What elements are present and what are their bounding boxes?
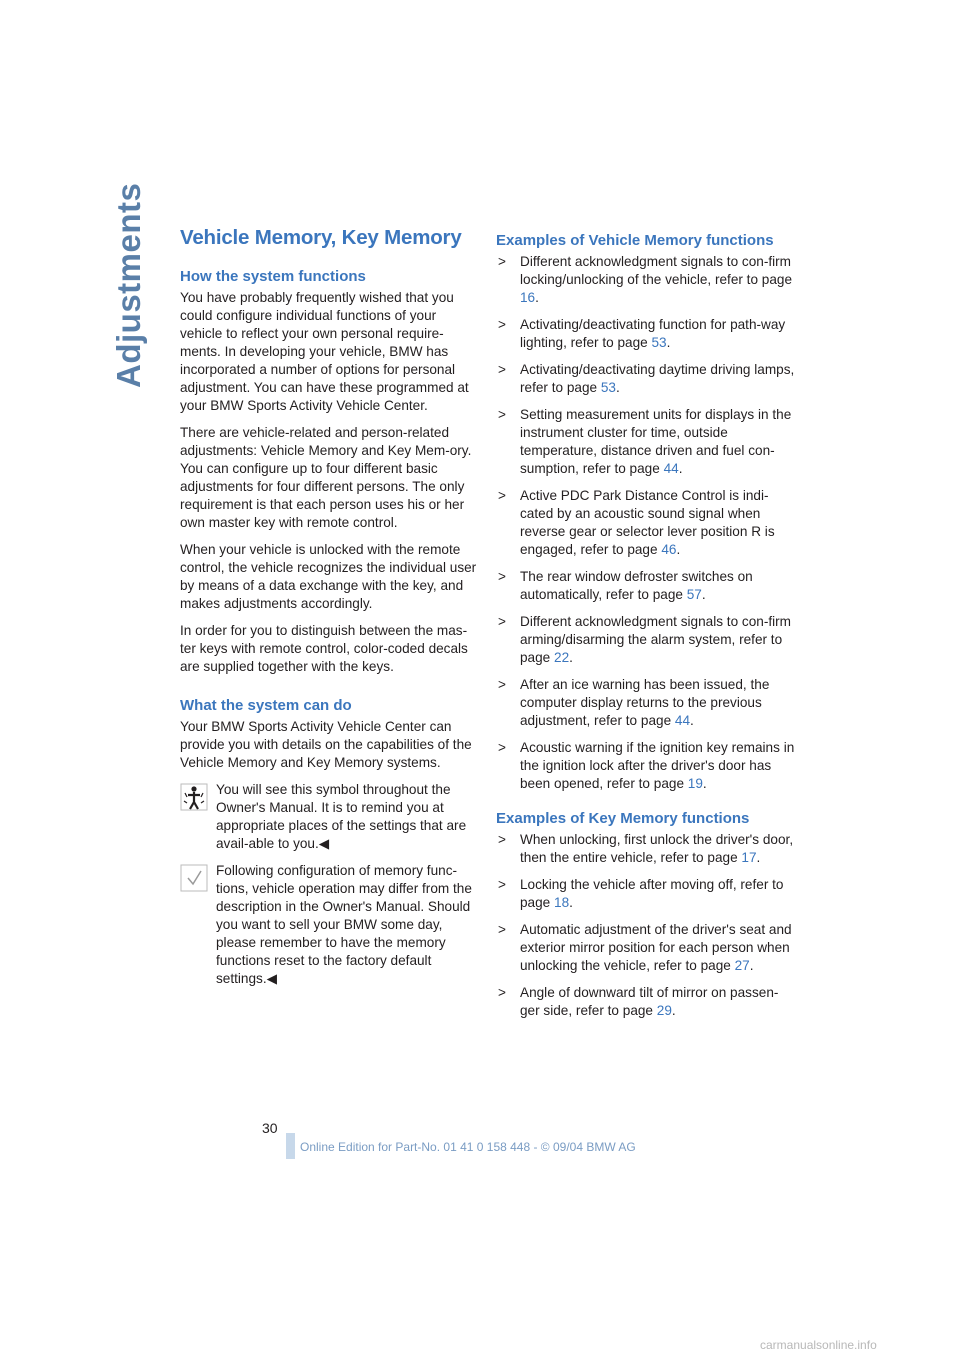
bullet-marker: > bbox=[498, 877, 506, 892]
footer-bar bbox=[286, 1133, 295, 1159]
list-item-text: Angle of downward tilt of mirror on passen-ger side, refer to page bbox=[520, 985, 779, 1018]
page-reference-link[interactable]: 16 bbox=[520, 290, 536, 305]
bullet-marker: > bbox=[498, 832, 506, 847]
list-item: > When unlocking, first unlock the driver's door, then the entire vehicle, refer to page 17. bbox=[498, 832, 794, 865]
list-item-text: After an ice warning has been issued, the computer display returns to the previous adjustment, refer to page bbox=[520, 677, 770, 728]
side-section-title bbox=[108, 182, 152, 430]
right-column bbox=[496, 226, 796, 1029]
bullet-marker: > bbox=[498, 362, 506, 377]
list-item-text: Different acknowledgment signals to con-firm arming/disarming the alarm system, refer to page bbox=[520, 614, 791, 665]
page-heading: Vehicle Memory, Key Memory bbox=[180, 226, 462, 249]
bullet-marker: > bbox=[498, 614, 506, 629]
section-title-key-memory: Examples of Key Memory functions bbox=[496, 810, 750, 827]
list-item: > After an ice warning has been issued, the computer display returns to the previous adjustment, refer to page 44. bbox=[498, 677, 770, 728]
note-text: You will see this symbol throughout the Owner's Manual. It is to remind you at appropriate places of the settings that are avail-able to you.◀ bbox=[216, 782, 467, 851]
bullet-marker: > bbox=[498, 488, 506, 503]
list-item-text: Different acknowledgment signals to con-firm locking/unlocking of the vehicle, refer to page bbox=[520, 254, 793, 287]
paragraph: Your BMW Sports Activity Vehicle Center can provide you with details on the capabilities of the Vehicle Memory and Key Memory systems. bbox=[180, 719, 472, 770]
paragraph: You have probably frequently wished that you could configure individual functions of your vehicle to reflect your own personal require-ments. In developing your vehicle, BMW has incorporated a number of options for personal adjustment. You can have these programmed at your BMW Sports Activity Vehicle Center. bbox=[180, 290, 469, 413]
page-reference-link[interactable]: 27 bbox=[734, 958, 750, 973]
section-title-vehicle-memory: Examples of Vehicle Memory functions bbox=[496, 232, 774, 249]
note-text: Following configuration of memory func-tions, vehicle operation may differ from the description in the Owner's Manual. Should you want to sell your BMW some day, please remember to have the memory functions reset to the factory default settings.◀ bbox=[216, 863, 472, 986]
list-item: > Locking the vehicle after moving off, refer to page 18. bbox=[498, 877, 784, 910]
note-check-icon bbox=[180, 864, 208, 892]
bullet-marker: > bbox=[498, 922, 506, 937]
page-number: 30 bbox=[262, 1120, 278, 1136]
page-reference-link[interactable]: 22 bbox=[554, 650, 570, 665]
list-item: > The rear window defroster switches on automatically, refer to page 57. bbox=[498, 569, 753, 602]
list-item: > Active PDC Park Distance Control is indi-cated by an acoustic sound signal when reverse gear or selector lever position R is engaged, refer to page 46. bbox=[498, 488, 775, 557]
person-settings-icon bbox=[180, 783, 208, 811]
key-memory-list bbox=[496, 831, 796, 1020]
list-item: > Acoustic warning if the ignition key remains in the ignition lock after the driver's door has been opened, refer to page 19. bbox=[498, 740, 795, 791]
bullet-marker: > bbox=[498, 569, 506, 584]
vehicle-memory-list bbox=[496, 253, 796, 793]
page-reference-link[interactable]: 29 bbox=[656, 1003, 672, 1018]
bullet-marker: > bbox=[498, 677, 506, 692]
page-reference-link[interactable]: 17 bbox=[741, 850, 757, 865]
paragraph: When your vehicle is unlocked with the remote control, the vehicle recognizes the individual user by means of a data exchange with the key, and makes adjustments accordingly. bbox=[180, 542, 477, 611]
list-item: > Different acknowledgment signals to con-firm arming/disarming the alarm system, refer to page 22. bbox=[498, 614, 791, 665]
page-reference-link[interactable]: 19 bbox=[687, 776, 703, 791]
note-settings bbox=[180, 781, 478, 853]
list-item-text: The rear window defroster switches on automatically, refer to page bbox=[520, 569, 753, 602]
list-item-text: Setting measurement units for displays in the instrument cluster for time, outside temperature, distance driven and fuel con-sumption, refer to page bbox=[520, 407, 792, 476]
page-reference-link[interactable]: 46 bbox=[661, 542, 677, 557]
list-item-text: When unlocking, first unlock the driver's door, then the entire vehicle, refer to page bbox=[520, 832, 794, 865]
list-item: > Setting measurement units for displays in the instrument cluster for time, outside temperature, distance driven and fuel con-sumption, refer to page 44. bbox=[498, 407, 792, 476]
paragraph: There are vehicle-related and person-related adjustments: Vehicle Memory and Key Mem-ory. You can configure up to four different basic adjustments for four different persons. The only requirement is that each person uses his or her own master key with remote control. bbox=[180, 425, 472, 530]
bullet-marker: > bbox=[498, 407, 506, 422]
watermark: carmanualsonline.info bbox=[760, 1338, 877, 1352]
bullet-marker: > bbox=[498, 740, 506, 755]
list-item-text: Activating/deactivating daytime driving lamps, refer to page bbox=[520, 362, 795, 395]
list-item-text: Active PDC Park Distance Control is indi-cated by an acoustic sound signal when reverse gear or selector lever position R is engaged, refer to page bbox=[520, 488, 775, 557]
page-reference-link[interactable]: 53 bbox=[651, 335, 667, 350]
section-title-what: What the system can do bbox=[180, 697, 352, 714]
list-item: > Angle of downward tilt of mirror on passen-ger side, refer to page 29. bbox=[498, 985, 779, 1018]
bullet-marker: > bbox=[498, 254, 506, 269]
bullet-marker: > bbox=[498, 317, 506, 332]
left-column bbox=[180, 226, 478, 997]
page-reference-link[interactable]: 53 bbox=[600, 380, 616, 395]
list-item-text: Locking the vehicle after moving off, refer to page bbox=[520, 877, 784, 910]
side-section-title-text: Adjustments bbox=[110, 182, 147, 388]
list-item: > Activating/deactivating function for path-way lighting, refer to page 53. bbox=[498, 317, 786, 350]
footer-edition: Online Edition for Part-No. 01 41 0 158 448 - © 09/04 BMW AG bbox=[300, 1140, 636, 1154]
list-item-text: Acoustic warning if the ignition key remains in the ignition lock after the driver's door has been opened, refer to page bbox=[520, 740, 795, 791]
page-reference-link[interactable]: 44 bbox=[674, 713, 691, 728]
list-item: > Automatic adjustment of the driver's seat and exterior mirror position for each person when unlocking the vehicle, refer to page 27. bbox=[498, 922, 792, 973]
page-reference-link[interactable]: 18 bbox=[554, 895, 570, 910]
note-memory bbox=[180, 862, 478, 988]
list-item: > Different acknowledgment signals to con-firm locking/unlocking of the vehicle, refer to page 16. bbox=[498, 254, 793, 305]
paragraph: In order for you to distinguish between the mas-ter keys with remote control, color-coded decals are supplied together with the keys. bbox=[180, 623, 468, 674]
page-reference-link[interactable]: 57 bbox=[686, 587, 702, 602]
list-item-text: Activating/deactivating function for path-way lighting, refer to page bbox=[520, 317, 786, 350]
page-reference-link[interactable]: 44 bbox=[663, 461, 679, 476]
section-title-how: How the system functions bbox=[180, 268, 366, 285]
list-item: > Activating/deactivating daytime driving lamps, refer to page 53. bbox=[498, 362, 795, 395]
list-item-text: Automatic adjustment of the driver's seat and exterior mirror position for each person when unlocking the vehicle, refer to page bbox=[520, 922, 792, 973]
bullet-marker: > bbox=[498, 985, 506, 1000]
